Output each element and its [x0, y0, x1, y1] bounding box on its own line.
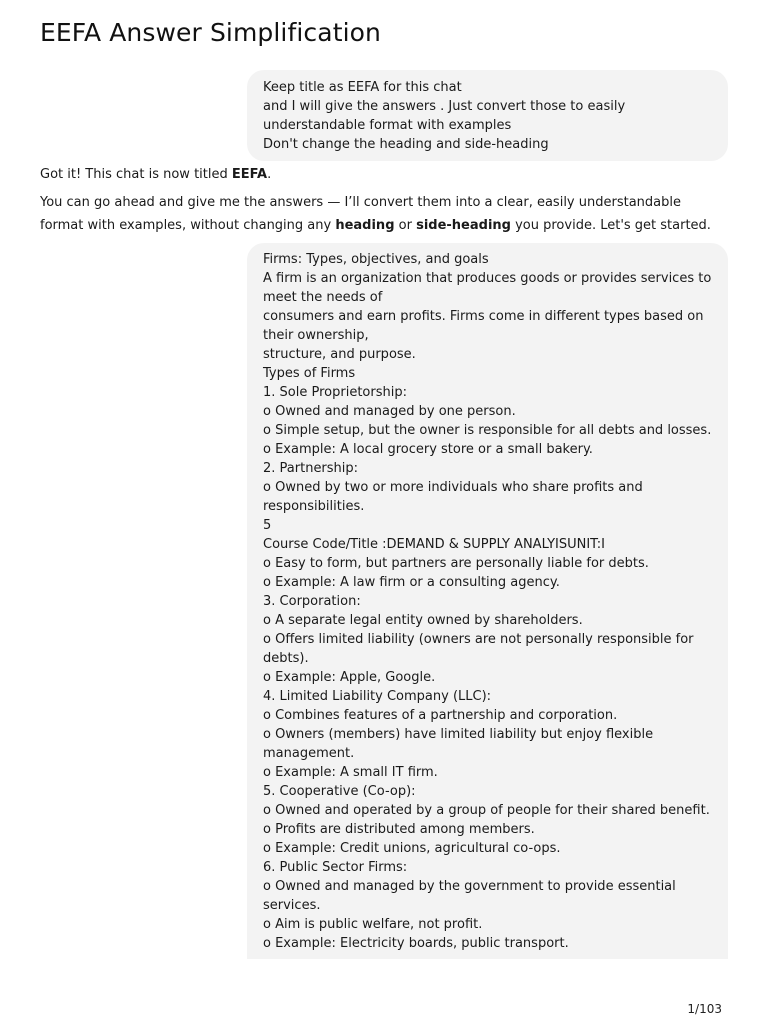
assistant-reply-line-1 [40, 163, 271, 186]
assistant-reply-line-2 [40, 191, 720, 237]
message-line: o Simple setup, but the owner is responsible for all debts and losses. [263, 423, 712, 438]
message-line: 6. Public Sector Firms: [263, 860, 408, 875]
message-line: management. [263, 746, 355, 761]
message-line: Types of Firms [263, 366, 356, 381]
message-line: o Combines features of a partnership and corporation. [263, 708, 618, 723]
message-line: meet the needs of [263, 290, 383, 305]
message-line: A firm is an organization that produces goods or provides services to [263, 271, 712, 286]
message-line: o Profits are distributed among members. [263, 822, 535, 837]
message-line: their ownership, [263, 328, 369, 343]
message-line: o Owners (members) have limited liability but enjoy flexible [263, 727, 654, 742]
message-line: o Owned by two or more individuals who share profits and [263, 480, 643, 495]
message-line: Keep title as EEFA for this chat [263, 80, 462, 95]
side-heading-bold: side-heading [416, 218, 511, 233]
reply-text: . [267, 167, 272, 182]
message-line: services. [263, 898, 321, 913]
message-line: o Offers limited liability (owners are not personally responsible for [263, 632, 694, 647]
message-line: Don't change the heading and side-heading [263, 137, 549, 152]
message-line: 1. Sole Proprietorship: [263, 385, 407, 400]
message-line: 2. Partnership: [263, 461, 359, 476]
message-line: Firms: Types, objectives, and goals [263, 252, 489, 267]
user-message-bubble-firms [247, 243, 728, 959]
message-line: o Example: Apple, Google. [263, 670, 436, 685]
message-line: o A separate legal entity owned by shareholders. [263, 613, 583, 628]
message-line: Course Code/Title :DEMAND & SUPPLY ANALYISUNIT:I [263, 537, 605, 552]
message-line: responsibilities. [263, 499, 365, 514]
message-line: o Example: Electricity boards, public transport. [263, 936, 569, 951]
page-number: 1/103 [687, 1002, 722, 1016]
user-message-bubble [247, 70, 728, 161]
message-line: understandable format with examples [263, 118, 512, 133]
message-line: 3. Corporation: [263, 594, 361, 609]
message-line: 5 [263, 518, 272, 533]
message-line: o Owned and operated by a group of people for their shared benefit. [263, 803, 710, 818]
page-title: EEFA Answer Simplification [40, 18, 381, 47]
message-line: debts). [263, 651, 309, 666]
message-line: o Owned and managed by the government to provide essential [263, 879, 676, 894]
message-line: and I will give the answers . Just convert those to easily [263, 99, 626, 114]
reply-text: You can go ahead and give me the answers — I’ll convert them into a clear, easily understandable format with examples, without changing any [40, 195, 681, 233]
message-line: o Example: A small IT firm. [263, 765, 438, 780]
message-line: o Example: A local grocery store or a small bakery. [263, 442, 593, 457]
message-line: o Example: Credit unions, agricultural co-ops. [263, 841, 561, 856]
message-line: o Example: A law firm or a consulting agency. [263, 575, 560, 590]
reply-text: or [394, 218, 417, 233]
message-line: o Aim is public welfare, not profit. [263, 917, 483, 932]
reply-text: you provide. Let's get started. [510, 218, 711, 233]
message-line: o Easy to form, but partners are personally liable for debts. [263, 556, 649, 571]
chat-title-bold: EEFA [231, 167, 268, 182]
message-line: o Owned and managed by one person. [263, 404, 516, 419]
reply-text: Got it! This chat is now titled [40, 167, 232, 182]
heading-bold: heading [335, 218, 395, 233]
message-line: consumers and earn profits. Firms come in different types based on [263, 309, 704, 324]
message-line: 4. Limited Liability Company (LLC): [263, 689, 492, 704]
message-line: structure, and purpose. [263, 347, 416, 362]
message-line: 5. Cooperative (Co-op): [263, 784, 416, 799]
